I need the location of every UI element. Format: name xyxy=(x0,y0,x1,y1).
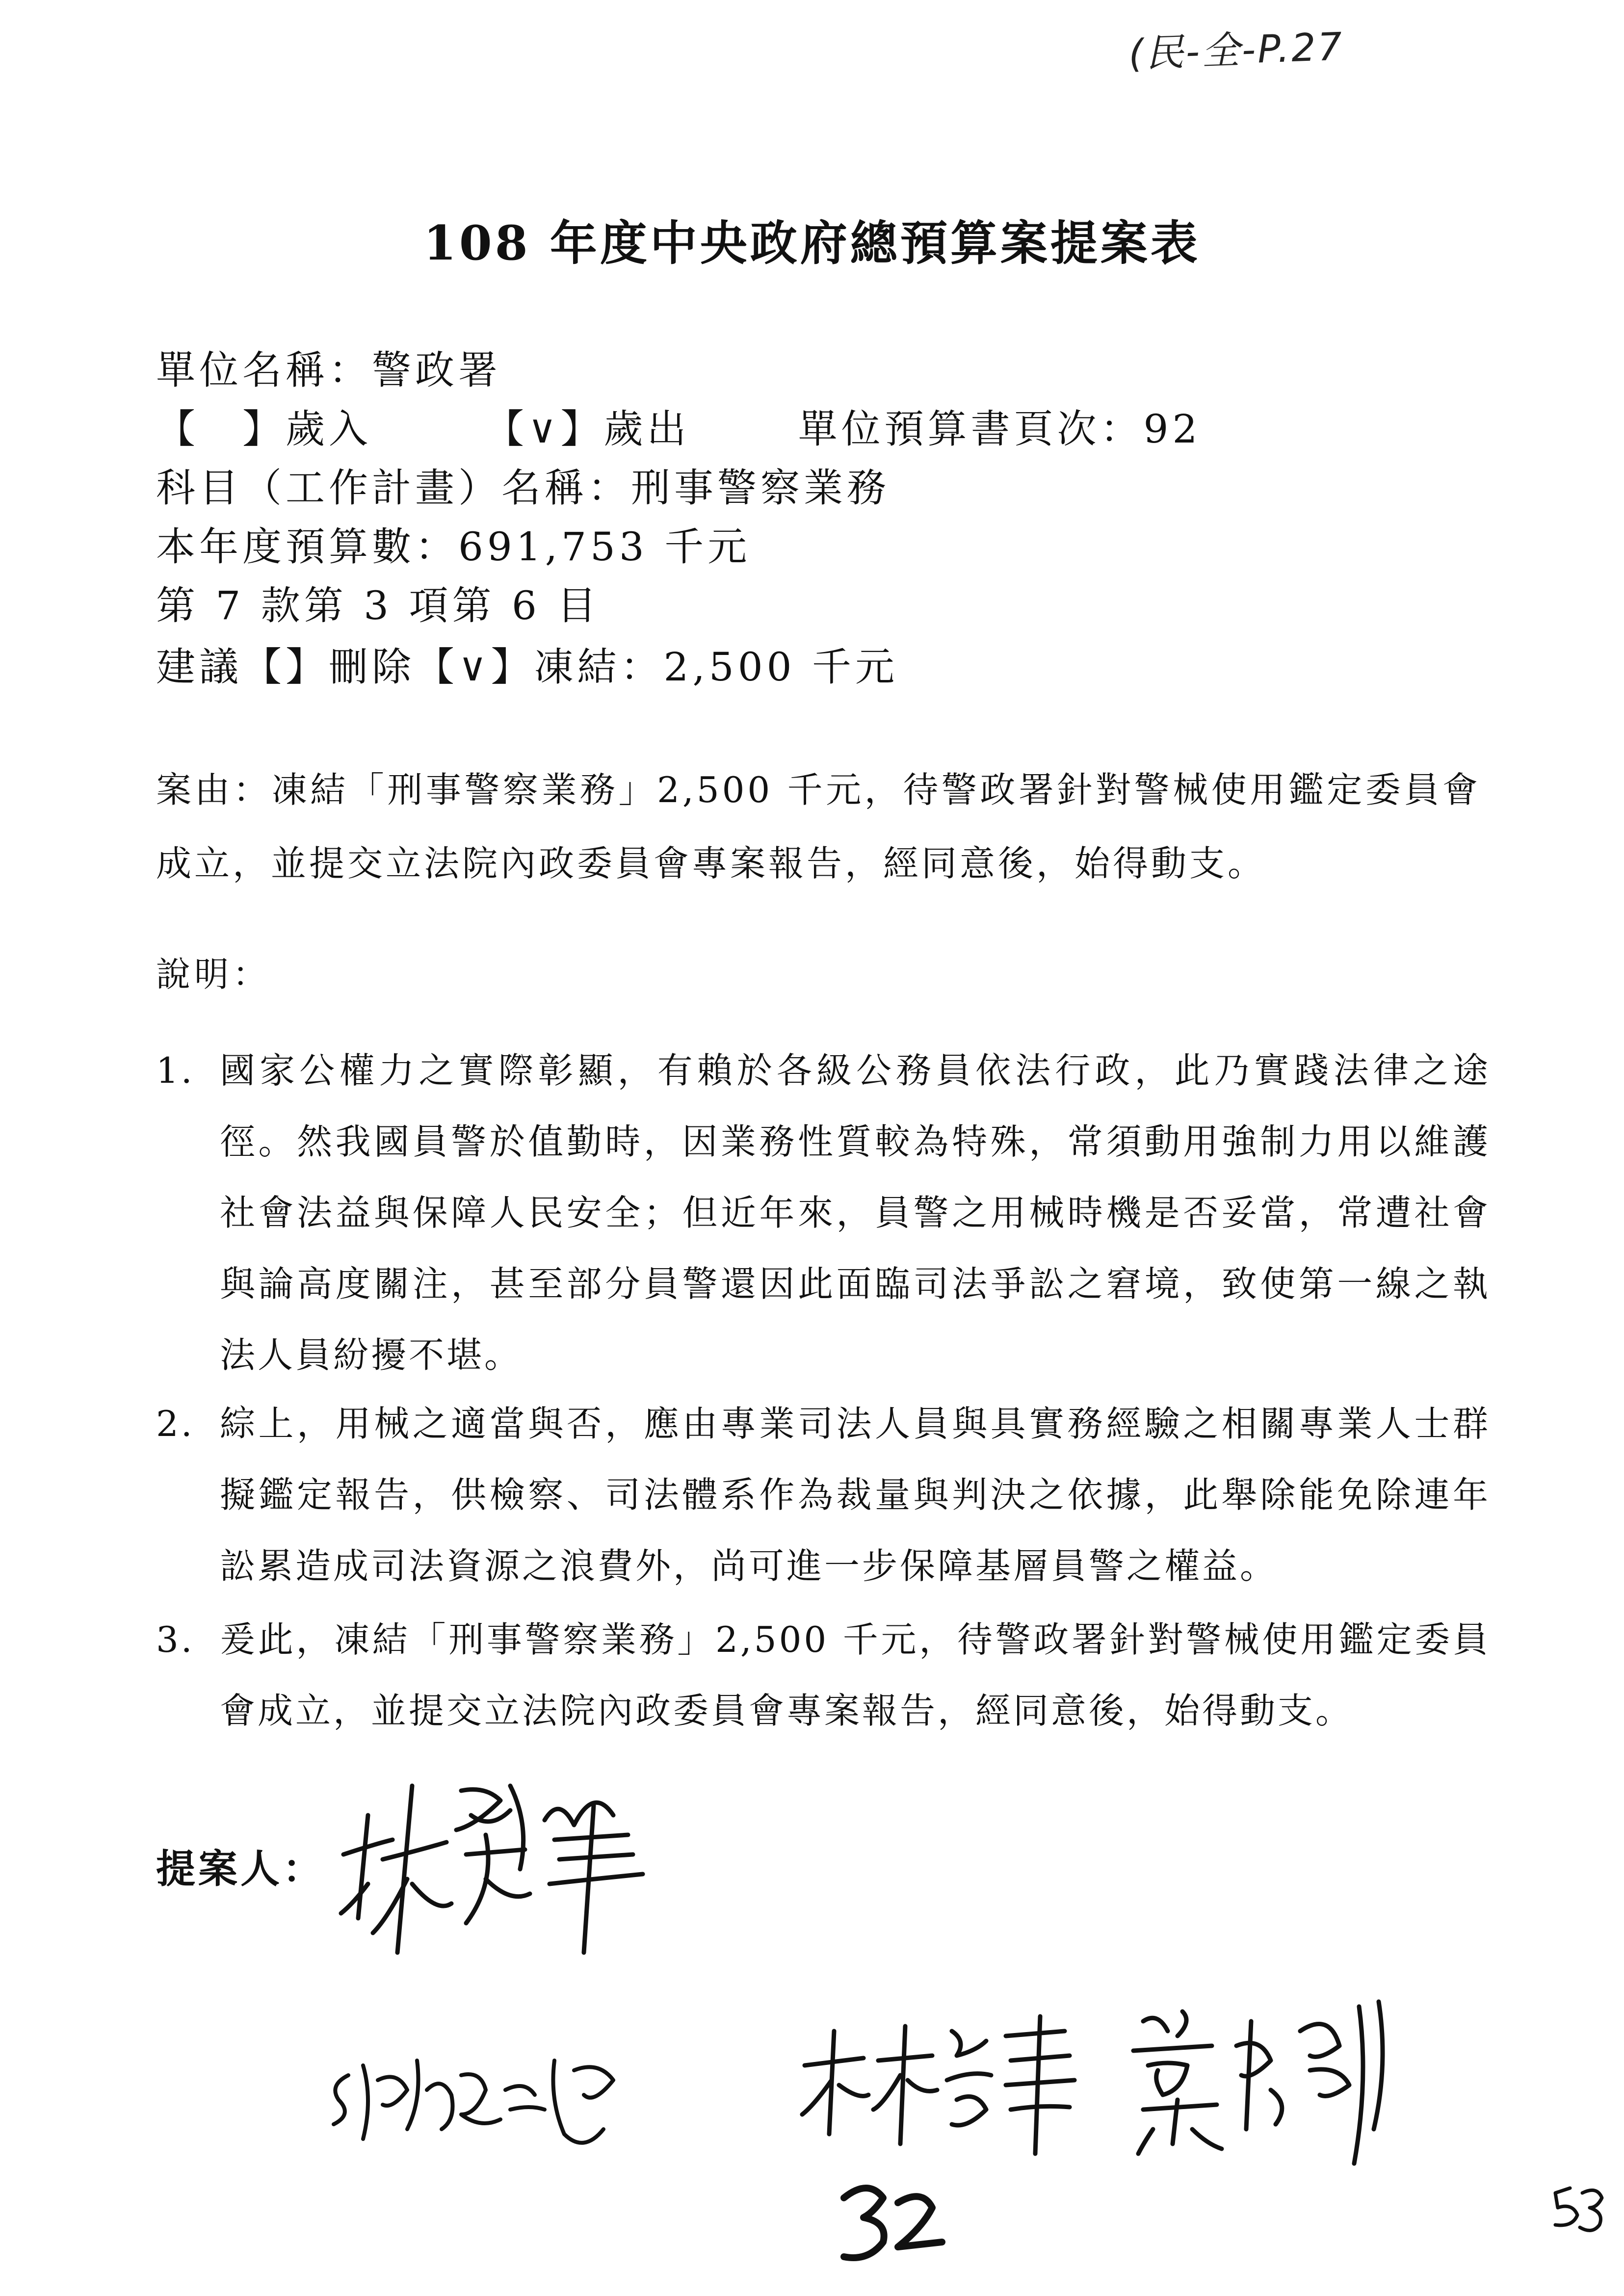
proposer-label: 提案人： xyxy=(156,1846,325,1892)
budget-page-number: 單位預算書頁次：92 xyxy=(798,406,1202,452)
explanation-item xyxy=(156,1035,1491,1391)
case-reason-text: 案由：凍結「刑事警察業務」2,500 千元，待警政署針對警械使用鑑定委員會成立，並提交立法院內政委員會專案報告，經同意後，始得動支。 xyxy=(156,769,1481,884)
explanation-item xyxy=(156,1388,1491,1602)
signature-1 xyxy=(339,1756,657,1972)
budget-section: 第 7 款第 3 項第 6 目 xyxy=(156,583,601,628)
unit-name: 單位名稱：警政署 xyxy=(156,347,501,393)
handwritten-page-number xyxy=(834,2173,952,2271)
explanation-label: 說明： xyxy=(156,954,271,994)
item-text: 綜上，用械之適當與否，應由專業司法人員與具實務經驗之相關專業人士群擬鑑定報告，供檢察、司法體系作為裁量與判決之依據，此舉除能免除連年訟累造成司法資源之浪費外，尚可進一步保障基層員警之權益。 xyxy=(220,1403,1491,1587)
suggestion: 建議【】刪除【∨】凍結：2,500 千元 xyxy=(156,644,899,690)
item-text: 爰此，凍結「刑事警察業務」2,500 千元，待警政署針對警械使用鑑定委員會成立，並提交立法院內政委員會專案報告，經同意後，始得動支。 xyxy=(220,1619,1491,1731)
corner-mark xyxy=(1545,2178,1609,2242)
subject-name: 科目（工作計畫）名稱：刑事警察業務 xyxy=(156,465,890,511)
item-number: 1. xyxy=(156,1050,195,1091)
budget-type-row xyxy=(156,397,1201,454)
signature-3 xyxy=(795,2002,1079,2159)
explanation-item xyxy=(156,1604,1491,1747)
signature-2 xyxy=(319,2031,662,2159)
budget-amount: 本年度預算數：691,753 千元 xyxy=(156,524,751,570)
item-text: 國家公權力之實際彰顯，有賴於各級公務員依法行政，此乃實踐法律之途徑。然我國員警於值勤時，因業務性質較為特殊，常須動用強制力用以維護社會法益與保障人民安全；但近年來，員警之用械時機是否妥當，常遭社會與論高度關注，甚至部分員警還因此面臨司法爭訟之窘境，致使第一線之執法人員紛擾不堪。 xyxy=(220,1050,1491,1376)
item-number: 2. xyxy=(156,1403,195,1444)
case-reason xyxy=(156,753,1481,900)
page-title: 108 年度中央政府總預算案提案表 xyxy=(423,215,1201,271)
revenue-checkbox: 【 】歲入 xyxy=(156,406,372,452)
item-number: 3. xyxy=(156,1619,195,1660)
handwritten-annotation: (民-全-P.27 xyxy=(1127,25,1345,77)
signature-4 xyxy=(1124,1992,1398,2168)
expenditure-checkbox: 【∨】歲出 xyxy=(485,406,690,452)
